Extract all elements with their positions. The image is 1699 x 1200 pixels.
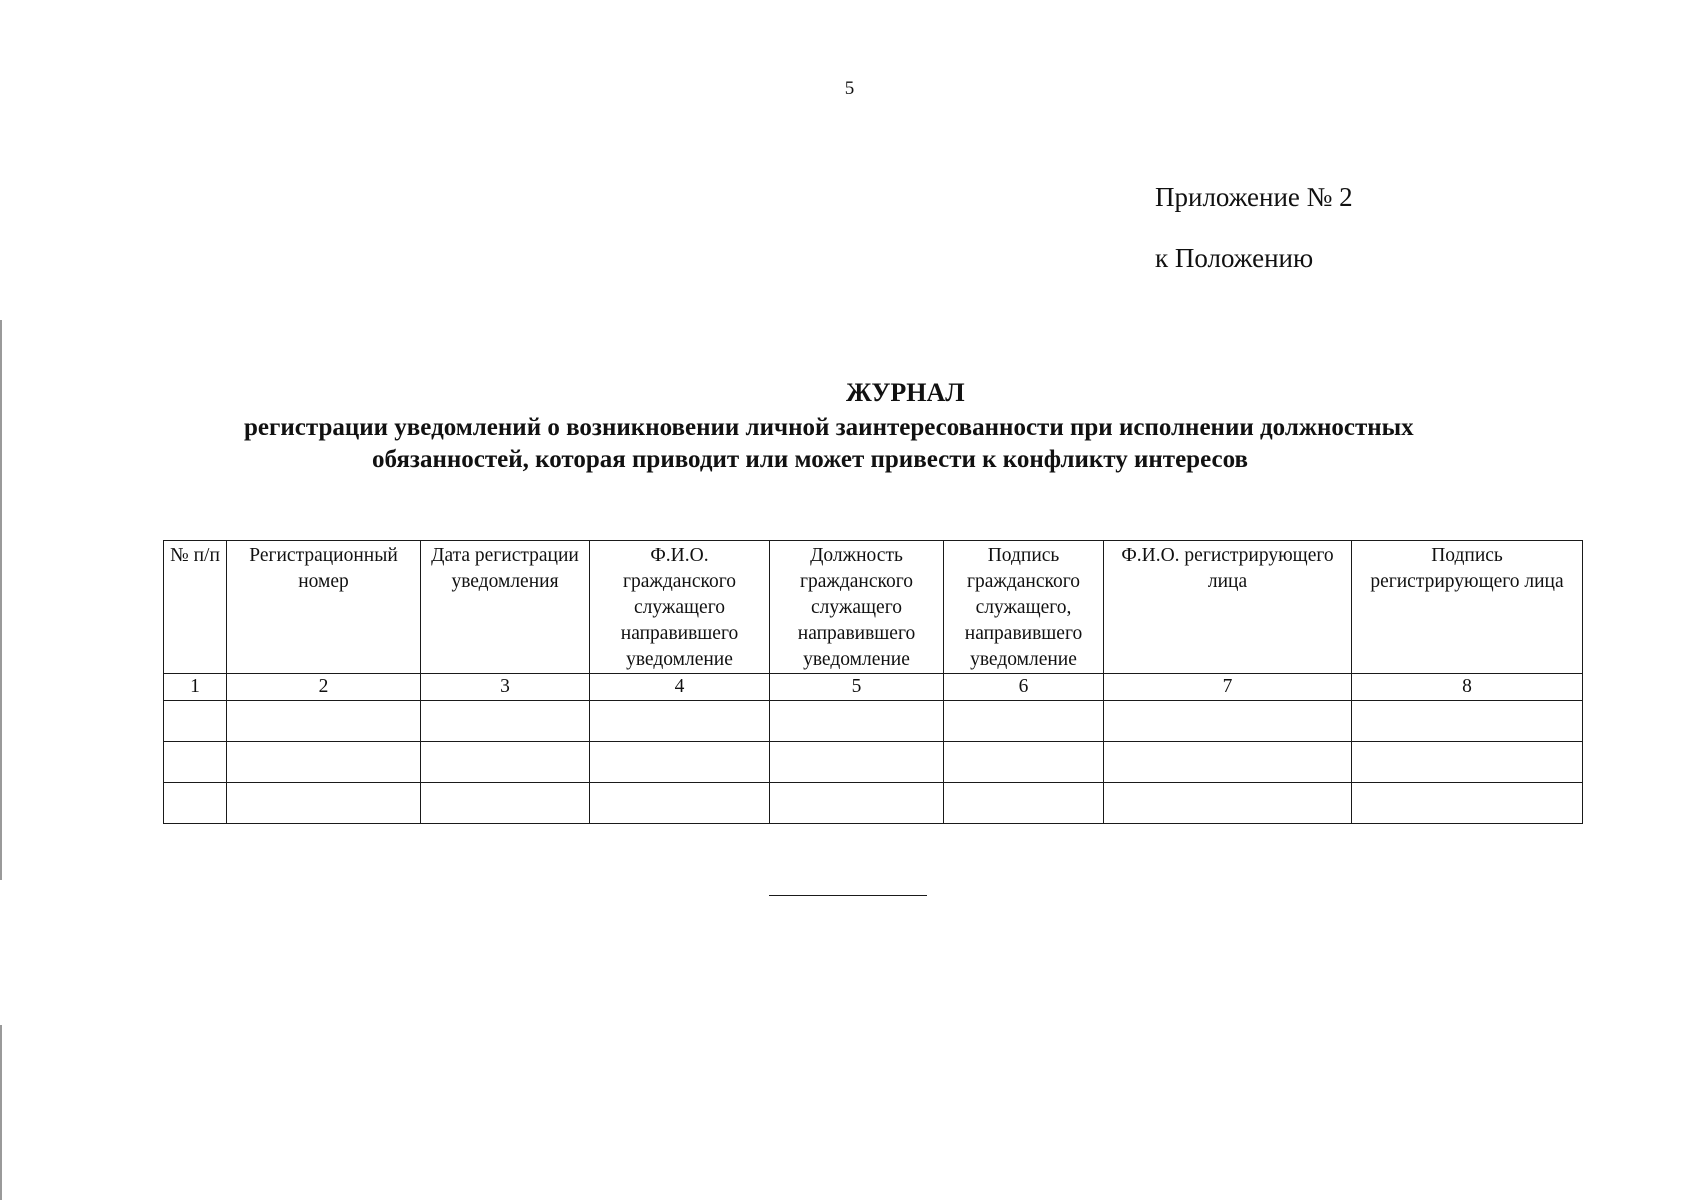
table-cell xyxy=(164,783,227,824)
table-cell xyxy=(944,742,1104,783)
table-cell xyxy=(421,783,590,824)
scan-edge-mark-lower xyxy=(0,1025,2,1200)
table-cell xyxy=(227,742,421,783)
column-number-cell: 6 xyxy=(944,674,1104,701)
header-cell-employee-position: Должность гражданского служащего направившего уведомление xyxy=(770,541,944,674)
column-number-cell: 1 xyxy=(164,674,227,701)
scan-edge-mark-upper xyxy=(0,320,2,880)
table-cell xyxy=(770,701,944,742)
table-cell xyxy=(770,742,944,783)
document-subtitle-line-1: регистрации уведомлений о возникновении личной заинтересованности при исполнении должностных xyxy=(244,414,1414,441)
table-cell xyxy=(227,783,421,824)
table-cell xyxy=(164,701,227,742)
column-number-cell: 3 xyxy=(421,674,590,701)
table-cell xyxy=(944,701,1104,742)
table-cell xyxy=(421,701,590,742)
table-cell xyxy=(1352,742,1583,783)
table-cell xyxy=(164,742,227,783)
page-number: 5 xyxy=(844,78,855,99)
column-number-cell: 8 xyxy=(1352,674,1583,701)
header-cell-registration-number: Регистрационный номер xyxy=(227,541,421,674)
table-cell xyxy=(590,742,770,783)
header-cell-registrar-signature: Подпись регистрирующего лица xyxy=(1352,541,1583,674)
document-title: ЖУРНАЛ xyxy=(846,378,965,407)
column-number-cell: 4 xyxy=(590,674,770,701)
table-cell xyxy=(590,783,770,824)
table-cell xyxy=(1104,742,1352,783)
table-cell xyxy=(770,783,944,824)
header-cell-employee-signature: Подпись гражданского служащего, направившего уведомление xyxy=(944,541,1104,674)
table-cell xyxy=(1352,701,1583,742)
table-row xyxy=(164,742,1583,783)
table-cell xyxy=(227,701,421,742)
table-cell xyxy=(1104,701,1352,742)
document-subtitle-line-2: обязанностей, которая приводит или может привести к конфликту интересов xyxy=(372,446,1248,473)
column-number-row xyxy=(164,674,1583,701)
column-number-cell: 2 xyxy=(227,674,421,701)
end-of-document-rule xyxy=(769,895,927,896)
header-cell-registrar-name: Ф.И.О. регистрирующего лица xyxy=(1104,541,1352,674)
table-row xyxy=(164,701,1583,742)
header-cell-employee-name: Ф.И.О. гражданского служащего направившего уведомление xyxy=(590,541,770,674)
table-cell xyxy=(1104,783,1352,824)
table-header-row xyxy=(164,541,1583,674)
registration-journal-table xyxy=(163,540,1583,824)
appendix-reference: к Положению xyxy=(1155,243,1314,273)
header-cell-number: № п/п xyxy=(164,541,227,674)
column-number-cell: 5 xyxy=(770,674,944,701)
table-cell xyxy=(944,783,1104,824)
table-cell xyxy=(1352,783,1583,824)
header-cell-registration-date: Дата регистрации уведомления xyxy=(421,541,590,674)
table-cell xyxy=(421,742,590,783)
appendix-label: Приложение № 2 xyxy=(1155,182,1353,212)
table-row xyxy=(164,783,1583,824)
column-number-cell: 7 xyxy=(1104,674,1352,701)
table-cell xyxy=(590,701,770,742)
